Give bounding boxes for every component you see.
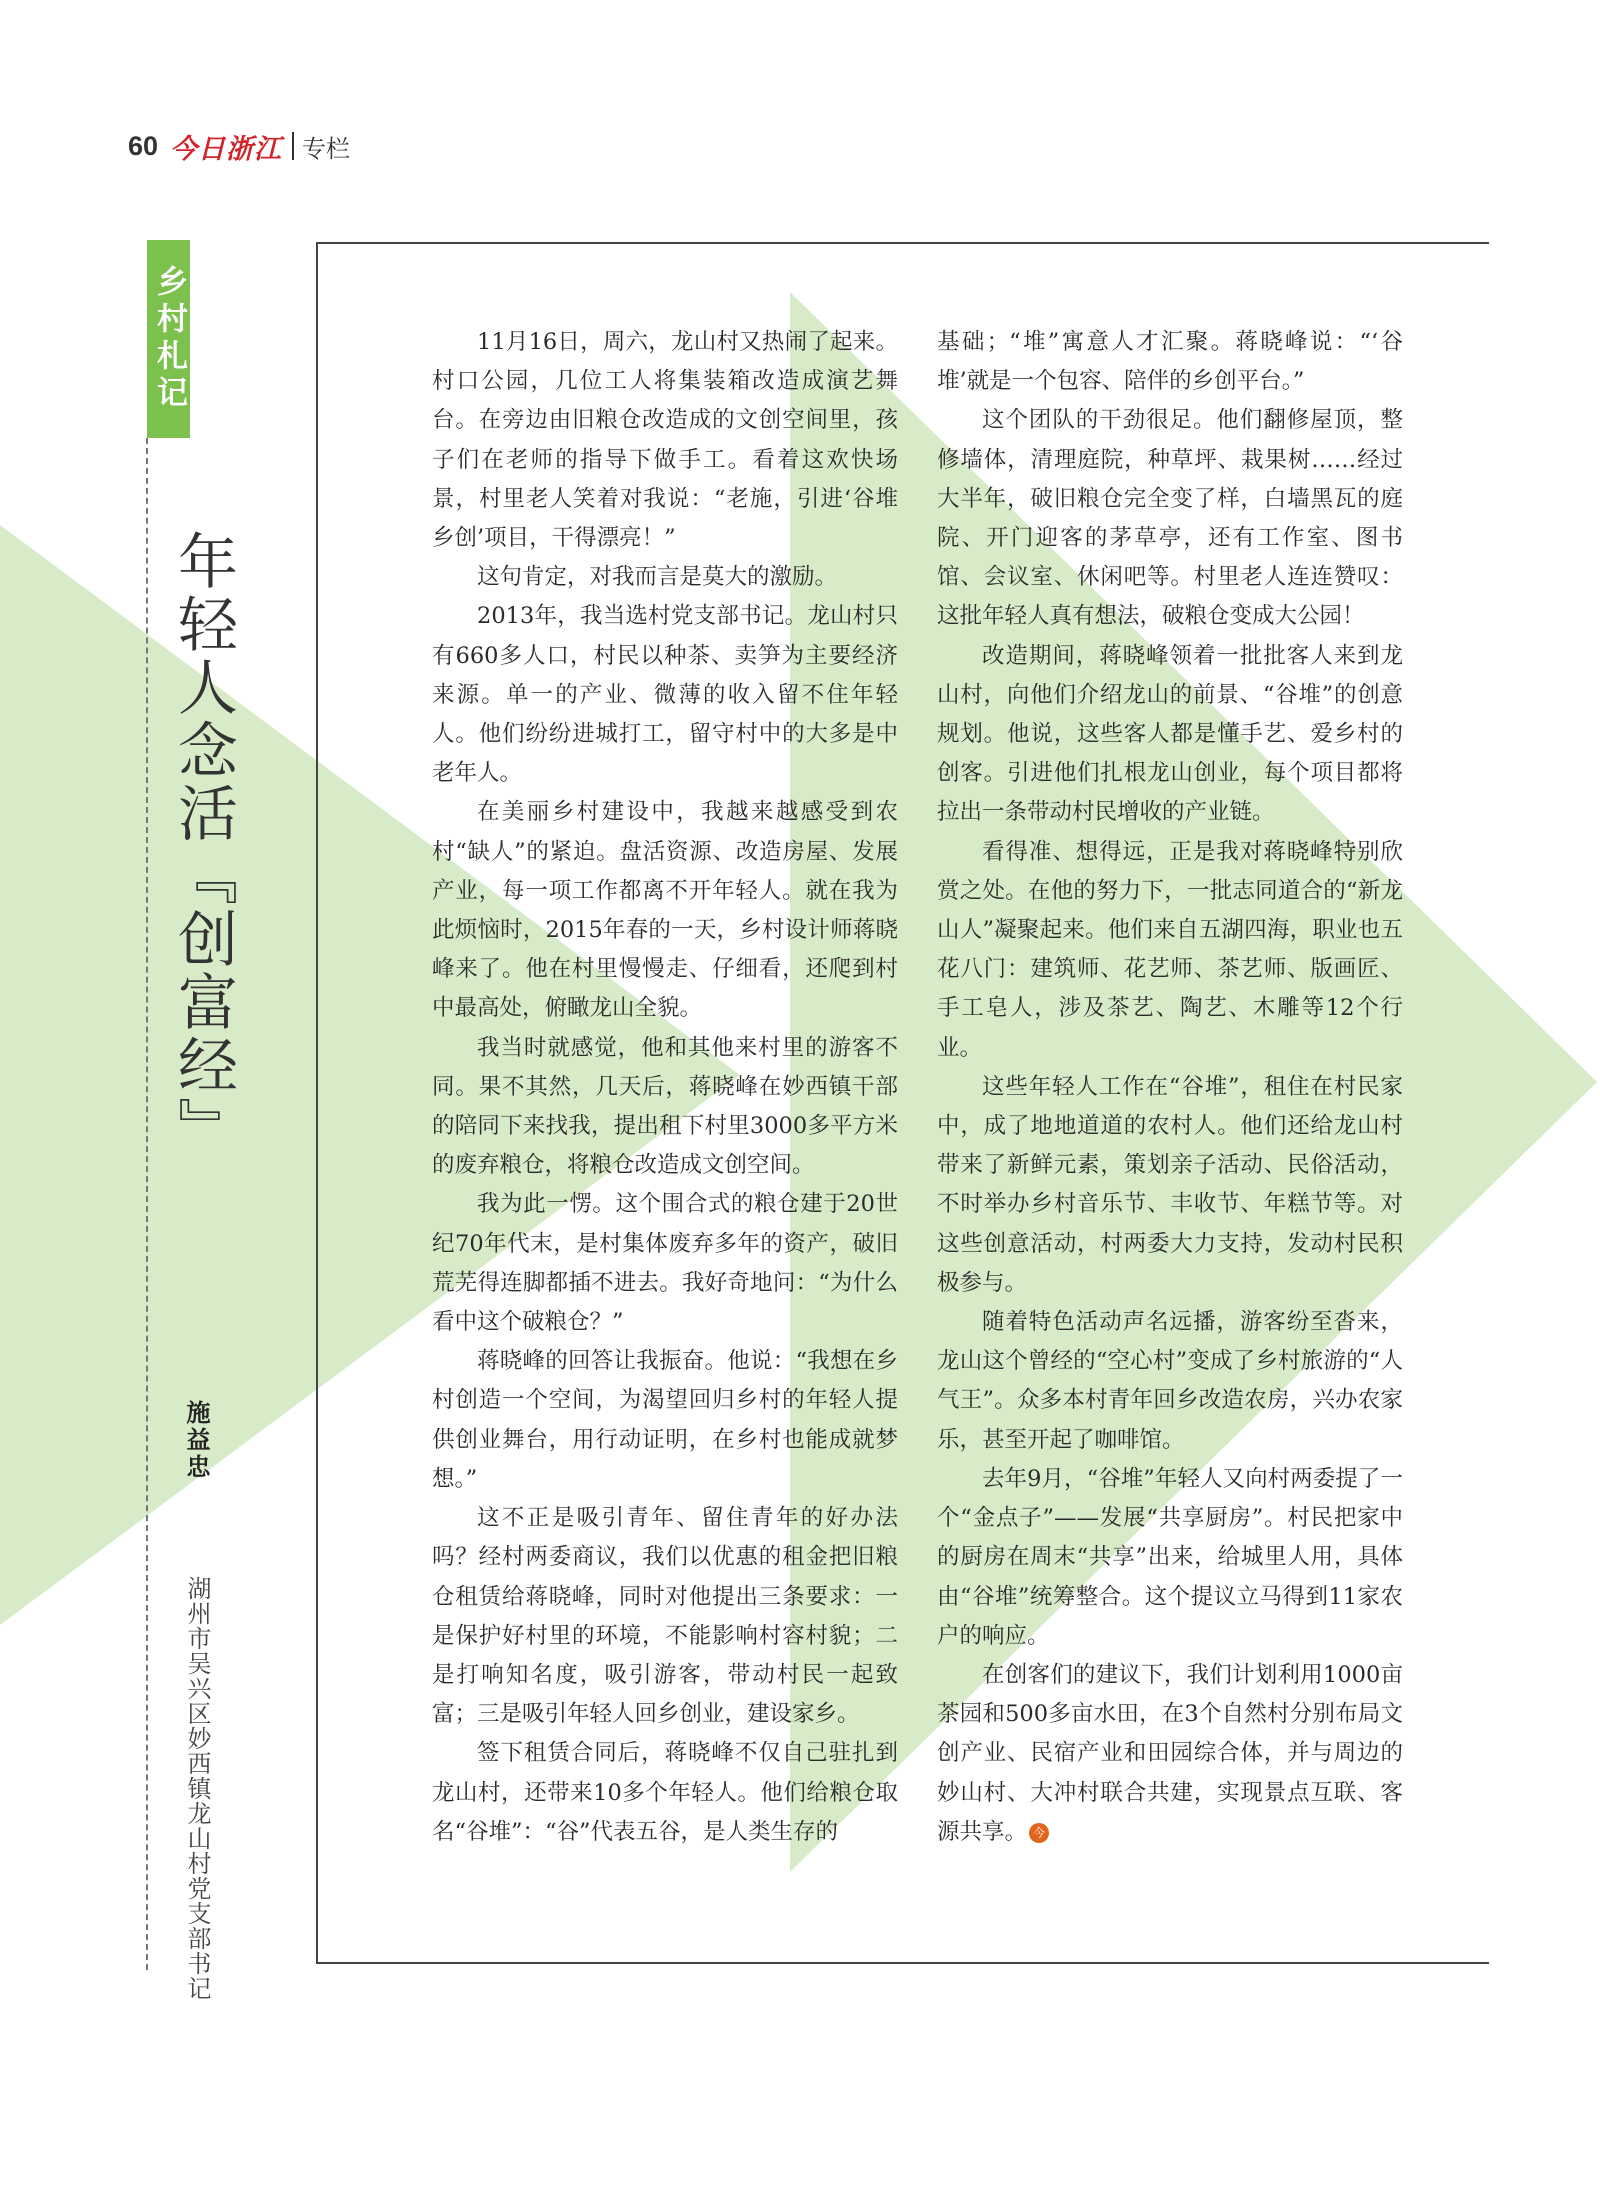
paragraph-continued: 基础；“堆”寓意人才汇聚。蒋晓峰说：“‘谷堆’就是一个包容、陪伴的乡创平台。”	[937, 329, 1403, 395]
paragraph: 改造期间，蒋晓峰领着一批批客人来到龙山村，向他们介绍龙山的前景、“谷堆”的创意规划。他说，这些客人都是懂手艺、爱乡村的创客。引进他们扎根龙山创业，每个项目都将拉出一条带动村民增收的产业链。	[937, 642, 1403, 826]
paragraph: 这些年轻人工作在“谷堆”，租住在村民家中，成了地地道道的农村人。他们还给龙山村带来了新鲜元素，策划亲子活动、民俗活动，不时举办乡村音乐节、丰收节、年糕节等。对这些创意活动，村两委大力支持，发动村民积极参与。	[937, 1073, 1403, 1296]
section-label: 专栏	[302, 134, 351, 163]
paragraph: 我为此一愣。这个围合式的粮仓建于20世纪70年代末，是村集体废弃多年的资产，破旧荒芜得连脚都插不进去。我好奇地问：“为什么看中这个破粮仓？”	[432, 1191, 898, 1336]
body-column-2	[937, 323, 1403, 1852]
column-tag: 乡村札记	[147, 240, 190, 438]
paragraph: 2013年，我当选村党支部书记。龙山村只有660多人口，村民以种茶、卖笋为主要经济来源。单一的产业、微薄的收入留不住年轻人。他们纷纷进城打工，留守村中的大多是中老年人。	[432, 603, 898, 787]
header-divider	[292, 132, 294, 160]
magazine-logo: 今日浙江	[170, 133, 283, 165]
paragraph: 看得准、想得远，正是我对蒋晓峰特别欣赏之处。在他的努力下，一批志同道合的“新龙山人”凝聚起来。他们来自五湖四海，职业也五花八门：建筑师、花艺师、茶艺师、版画匠、手工皂人，涉及茶艺、陶艺、木雕等12个行业。	[937, 838, 1403, 1061]
paragraph: 随着特色活动声名远播，游客纷至沓来，龙山这个曾经的“空心村”变成了乡村旅游的“人气王”。众多本村青年回乡改造农房，兴办农家乐，甚至开起了咖啡馆。	[937, 1309, 1403, 1453]
author-name: 施益忠	[182, 1400, 210, 1481]
paragraph-last	[937, 1656, 1403, 1852]
author-title: 湖州市吴兴区妙西镇龙山村党支部书记	[183, 1576, 211, 2001]
paragraph: 11月16日，周六，龙山村又热闹了起来。村口公园，几位工人将集装箱改造成演艺舞台。在旁边由旧粮仓改造成的文创空间里，孩子们在老师的指导下做手工。看着这欢快场景，村里老人笑着对我说：“老施，引进‘谷堆乡创’项目，干得漂亮！”	[432, 329, 898, 552]
paragraph: 这不正是吸引青年、留住青年的好办法吗？经村两委商议，我们以优惠的租金把旧粮仓租赁给蒋晓峰，同时对他提出三条要求：一是保护好村里的环境，不能影响村容村貌；二是打响知名度，吸引游客，带动村民一起致富；三是吸引年轻人回乡创业，建设家乡。	[432, 1505, 898, 1728]
paragraph: 签下租赁合同后，蒋晓峰不仅自己驻扎到龙山村，还带来10多个年轻人。他们给粮仓取名“谷堆”：“谷”代表五谷，是人类生存的	[432, 1740, 898, 1845]
paragraph: 蒋晓峰的回答让我振奋。他说：“我想在乡村创造一个空间，为渴望回归乡村的年轻人提供创业舞台，用行动证明，在乡村也能成就梦想。”	[432, 1348, 898, 1492]
last-paragraph-text: 在创客们的建议下，我们计划利用1000亩茶园和500多亩水田，在3个自然村分别布局文创产业、民宿产业和田园综合体，并与周边的妙山村、大冲村联合共建，实现景点互联、客源共享。	[937, 1661, 1403, 1845]
page-header	[128, 126, 350, 166]
body-column-1	[432, 323, 898, 1852]
sidebar-dashed-rule	[146, 438, 148, 1970]
article-title: 年轻人念活『创富经』	[168, 530, 238, 1160]
paragraph: 在美丽乡村建设中，我越来越感受到农村“缺人”的紧迫。盘活资源、改造房屋、发展产业，每一项工作都离不开年轻人。就在我为此烦恼时，2015年春的一天，乡村设计师蒋晓峰来了。他在村里慢慢走、仔细看，还爬到村中最高处，俯瞰龙山全貌。	[432, 799, 898, 1022]
paragraph: 我当时就感觉，他和其他来村里的游客不同。果不其然，几天后，蒋晓峰在妙西镇干部的陪同下来找我，提出租下村里3000多平方米的废弃粮仓，将粮仓改造成文创空间。	[432, 1034, 898, 1179]
end-mark-icon: 今	[1029, 1823, 1049, 1843]
page-number: 60	[128, 130, 159, 161]
paragraph: 这个团队的干劲很足。他们翻修屋顶，整修墙体，清理庭院，种草坪、栽果树……经过大半年，破旧粮仓完全变了样，白墙黑瓦的庭院、开门迎客的茅草亭，还有工作室、图书馆、会议室、休闲吧等。村里老人连连赞叹：这批年轻人真有想法，破粮仓变成大公园！	[937, 407, 1403, 630]
paragraph: 这句肯定，对我而言是莫大的激励。	[477, 564, 838, 591]
paragraph: 去年9月，“谷堆”年轻人又向村两委提了一个“金点子”——发展“共享厨房”。村民把家中的厨房在周末“共享”出来，给城里人用，具体由“谷堆”统筹整合。这个提议立马得到11家农户的响应。	[937, 1465, 1403, 1649]
